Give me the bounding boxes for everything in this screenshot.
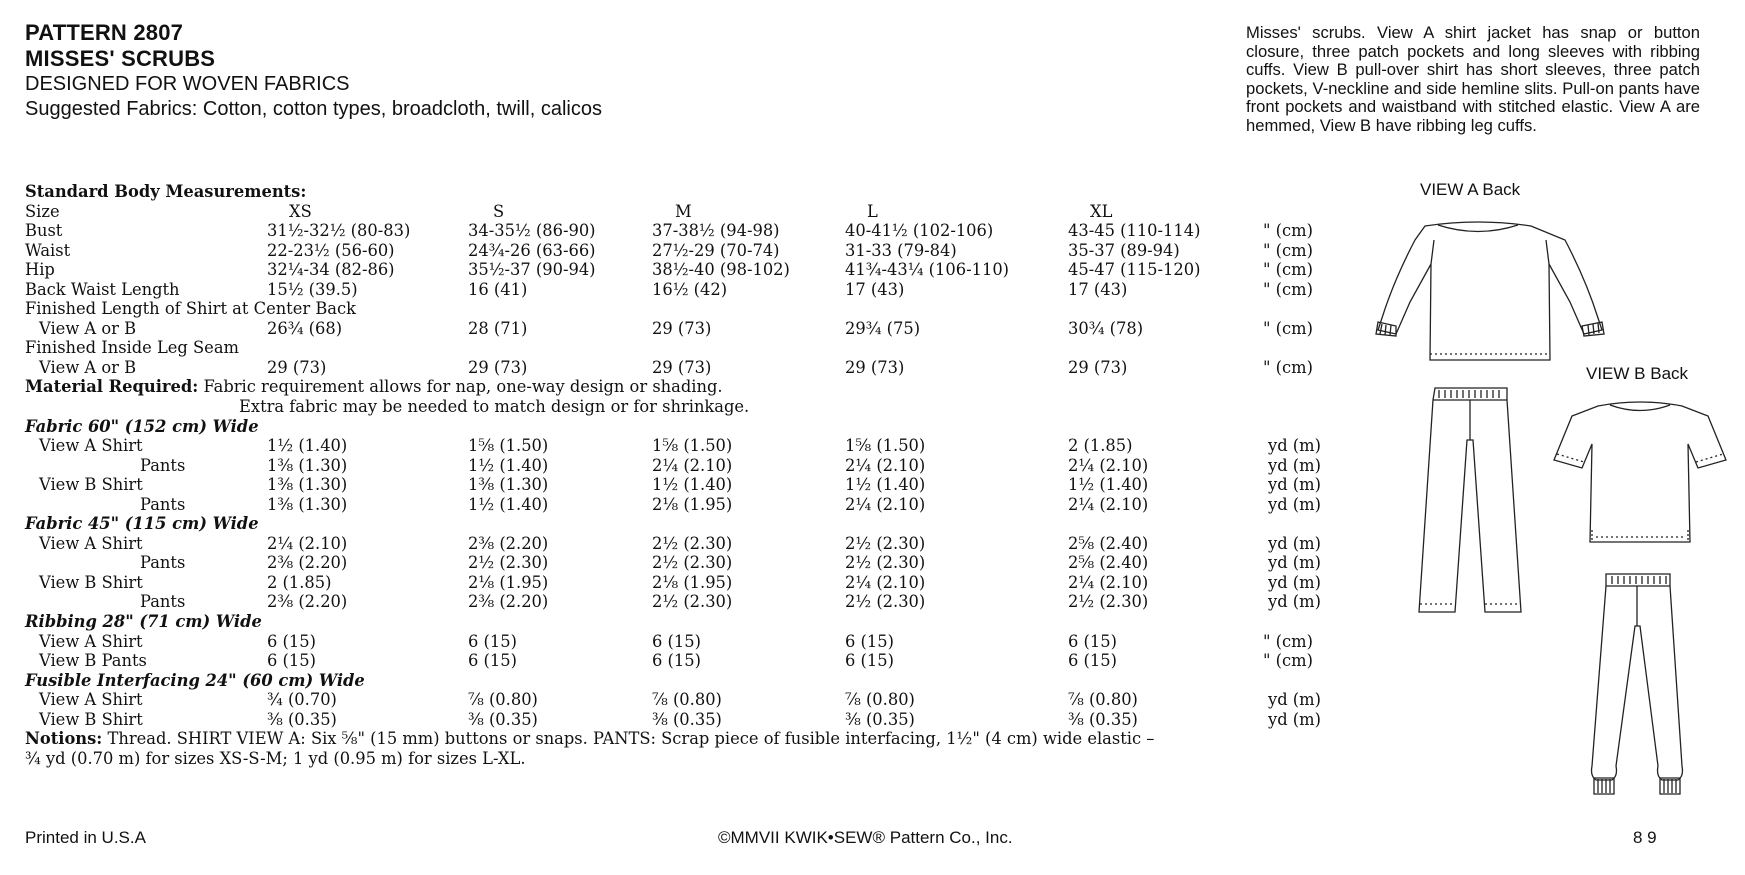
- value-l: 6 (15): [845, 651, 894, 671]
- size-xl: XL: [1090, 201, 1113, 221]
- value-s: 16 (41): [468, 279, 528, 299]
- material-required-row: [25, 377, 1365, 397]
- row-label: View B Shirt: [39, 572, 143, 592]
- view-b-left-sleeve-hem: [1557, 454, 1584, 462]
- size-l: L: [867, 201, 878, 221]
- table-row: [25, 534, 1365, 554]
- view-b-right-sleeve-hem: [1696, 454, 1723, 462]
- value-l: 2½ (2.30): [845, 553, 926, 573]
- value-s: ⅞ (0.80): [468, 690, 538, 710]
- value-l: ⅞ (0.80): [845, 690, 915, 710]
- unit: " (cm): [1263, 221, 1313, 241]
- row-label: View B Shirt: [39, 709, 143, 729]
- value-m: ⅜ (0.35): [652, 709, 722, 729]
- suggested-fabrics: Suggested Fabrics: Cotton, cotton types, broadcloth, twill, calicos: [25, 98, 602, 120]
- value-l: 40-41½ (102-106): [845, 221, 994, 241]
- value-xs: 31½-32½ (80-83): [267, 221, 411, 241]
- pattern-header: [25, 20, 602, 122]
- notions-text: Thread. SHIRT VIEW A: Six ⅝" (15 mm) buttons or snaps. PANTS: Scrap piece of fusible interfacing, 1½" (4 cm) wide elastic –: [107, 729, 1155, 749]
- value-xs: 1⅜ (1.30): [267, 494, 348, 514]
- cuff-rib: [1380, 324, 1382, 334]
- view-a-shirt-body: [1378, 222, 1602, 360]
- unit: yd (m): [1268, 592, 1321, 612]
- value-s: 24¾-26 (63-66): [468, 240, 596, 260]
- fabric-45-section-heading-row: [25, 514, 1365, 534]
- table-row: [25, 553, 1365, 573]
- value-m: 38½-40 (98-102): [652, 260, 790, 280]
- notions-row-2: [25, 749, 1365, 769]
- view-b-collar: [1610, 405, 1670, 411]
- value-m: 37-38½ (94-98): [652, 221, 780, 241]
- value-xs: 1⅜ (1.30): [267, 475, 348, 495]
- unit: yd (m): [1268, 533, 1321, 553]
- value-xs: 22-23½ (56-60): [267, 240, 395, 260]
- row-label: View A or B: [39, 357, 137, 377]
- fabric-60-section-heading-row: [25, 417, 1365, 437]
- view-a-pants-illustration: [1415, 380, 1525, 620]
- value-l: 2¼ (2.10): [845, 572, 926, 592]
- value-m: 6 (15): [652, 631, 701, 651]
- material-required-line: [25, 377, 723, 397]
- value-xl: 43-45 (110-114): [1068, 221, 1201, 241]
- unit: yd (m): [1268, 709, 1321, 729]
- unit: " (cm): [1263, 651, 1313, 671]
- notions-line: [25, 729, 1154, 749]
- view-b-shirt-body: [1554, 402, 1726, 542]
- row-label: View B Shirt: [39, 475, 143, 495]
- value-l: 2¼ (2.10): [845, 455, 926, 475]
- size-header-row: [25, 202, 1365, 222]
- value-xl: 2 (1.85): [1068, 436, 1133, 456]
- unit: yd (m): [1268, 553, 1321, 573]
- value-m: ⅞ (0.80): [652, 690, 722, 710]
- value-xs: 32¼-34 (82-86): [267, 260, 395, 280]
- leg-seam-heading-row: [25, 338, 1365, 358]
- shirt-length-heading: Finished Length of Shirt at Center Back: [25, 299, 356, 319]
- value-m: 29 (73): [652, 318, 712, 338]
- view-a-collar: [1438, 225, 1518, 232]
- value-s: 1½ (1.40): [468, 494, 549, 514]
- unit: yd (m): [1268, 475, 1321, 495]
- unit: yd (m): [1268, 455, 1321, 475]
- table-row: [25, 710, 1365, 730]
- unit: yd (m): [1268, 572, 1321, 592]
- value-s: 6 (15): [468, 651, 517, 671]
- value-xs: 1½ (1.40): [267, 436, 348, 456]
- value-xs: 1⅜ (1.30): [267, 455, 348, 475]
- size-s: S: [493, 201, 505, 221]
- value-m: 2½ (2.30): [652, 553, 733, 573]
- size-xs: XS: [289, 201, 312, 221]
- value-xs: 2⅜ (2.20): [267, 553, 348, 573]
- value-m: 16½ (42): [652, 279, 728, 299]
- row-label: View A Shirt: [39, 631, 143, 651]
- material-note-nap: Fabric requirement allows for nap, one-way design or shading.: [203, 377, 723, 397]
- value-xl: 2⅝ (2.40): [1068, 553, 1149, 573]
- value-m: 2¼ (2.10): [652, 455, 733, 475]
- value-l: 29 (73): [845, 357, 905, 377]
- value-s: 1⅝ (1.50): [468, 436, 549, 456]
- view-b-elastic-gathers: [1612, 576, 1666, 584]
- view-a-left-armhole: [1431, 240, 1434, 264]
- row-label: View B Pants: [39, 651, 147, 671]
- pattern-number: PATTERN 2807: [25, 20, 184, 45]
- value-l: ⅜ (0.35): [845, 709, 915, 729]
- value-xl: 17 (43): [1068, 279, 1128, 299]
- value-xs: 6 (15): [267, 651, 316, 671]
- unit: " (cm): [1263, 279, 1313, 299]
- value-s: 1½ (1.40): [468, 455, 549, 475]
- value-xl: 2¼ (2.10): [1068, 572, 1149, 592]
- value-xl: 2¼ (2.10): [1068, 455, 1149, 475]
- value-m: 29 (73): [652, 357, 712, 377]
- pattern-name: MISSES' SCRUBS: [25, 46, 216, 71]
- value-m: 1⅝ (1.50): [652, 436, 733, 456]
- table-row: [25, 456, 1365, 476]
- row-label: Waist: [25, 240, 71, 260]
- value-l: 6 (15): [845, 631, 894, 651]
- printed-in: Printed in U.S.A: [25, 828, 146, 847]
- unit: yd (m): [1268, 494, 1321, 514]
- value-xs: ¾ (0.70): [267, 690, 337, 710]
- value-xl: 29 (73): [1068, 357, 1128, 377]
- table-row: [25, 260, 1365, 280]
- value-l: 1⅝ (1.50): [845, 436, 926, 456]
- ribbing-section-heading-row: [25, 612, 1365, 632]
- row-label: View A Shirt: [39, 436, 143, 456]
- row-label: Bust: [25, 221, 63, 241]
- table-row: [25, 573, 1365, 593]
- unit: " (cm): [1263, 357, 1313, 377]
- measurements-table: [25, 182, 1365, 768]
- value-xs: 15½ (39.5): [267, 279, 358, 299]
- table-row: [25, 436, 1365, 456]
- leg-seam-heading: Finished Inside Leg Seam: [25, 338, 239, 358]
- row-label: View A Shirt: [39, 533, 143, 553]
- size-m: M: [675, 201, 692, 221]
- view-b-shirt-illustration: [1548, 392, 1728, 552]
- value-xs: 2⅜ (2.20): [267, 592, 348, 612]
- table-row: [25, 319, 1365, 339]
- measurements-heading-row: [25, 182, 1365, 202]
- value-l: 17 (43): [845, 279, 905, 299]
- value-s: 2⅜ (2.20): [468, 592, 549, 612]
- row-label: Pants: [140, 494, 186, 514]
- view-a-elastic-gathers: [1439, 390, 1499, 398]
- value-s: 2⅜ (2.20): [468, 533, 549, 553]
- value-m: 27½-29 (70-74): [652, 240, 780, 260]
- value-s: 2½ (2.30): [468, 553, 549, 573]
- value-l: 29¾ (75): [845, 318, 921, 338]
- table-row: [25, 632, 1365, 652]
- value-l: 2½ (2.30): [845, 592, 926, 612]
- unit: " (cm): [1263, 318, 1313, 338]
- row-label: Pants: [140, 455, 186, 475]
- value-xs: 26¾ (68): [267, 318, 343, 338]
- value-xl: 45-47 (115-120): [1068, 260, 1201, 280]
- view-b-right-cuff-ribs: [1664, 779, 1676, 793]
- view-b-back-label: VIEW B Back: [1586, 364, 1689, 383]
- table-row: [25, 221, 1365, 241]
- fabric-60-section-heading: Fabric 60" (152 cm) Wide: [25, 416, 259, 436]
- value-xs: 2¼ (2.10): [267, 533, 348, 553]
- table-row: [25, 495, 1365, 515]
- value-m: 1½ (1.40): [652, 475, 733, 495]
- table-row: [25, 651, 1365, 671]
- notions-label: Notions:: [25, 729, 103, 749]
- shirt-length-heading-row: [25, 299, 1365, 319]
- table-row: [25, 592, 1365, 612]
- value-l: 31-33 (79-84): [845, 240, 957, 260]
- value-s: 6 (15): [468, 631, 517, 651]
- interfacing-section-heading: Fusible Interfacing 24" (60 cm) Wide: [25, 670, 365, 690]
- value-xl: ⅜ (0.35): [1068, 709, 1138, 729]
- row-label: Back Waist Length: [25, 279, 180, 299]
- notions-row: [25, 729, 1365, 749]
- ribbing-section-heading: Ribbing 28" (71 cm) Wide: [25, 612, 262, 632]
- value-xl: 1½ (1.40): [1068, 475, 1149, 495]
- view-a-back-label: VIEW A Back: [1420, 180, 1521, 199]
- material-note-row: [25, 397, 1365, 417]
- value-xl: 6 (15): [1068, 631, 1117, 651]
- table-row: [25, 280, 1365, 300]
- row-label: Pants: [140, 553, 186, 573]
- page-number: 8 9: [1633, 828, 1657, 847]
- value-xl: 2¼ (2.10): [1068, 494, 1149, 514]
- value-xl: 2⅝ (2.40): [1068, 533, 1149, 553]
- interfacing-section-heading-row: [25, 671, 1365, 691]
- value-l: 2½ (2.30): [845, 533, 926, 553]
- row-label: Hip: [25, 260, 55, 280]
- value-l: 1½ (1.40): [845, 475, 926, 495]
- unit: " (cm): [1263, 240, 1313, 260]
- unit: yd (m): [1268, 690, 1321, 710]
- value-m: 2½ (2.30): [652, 592, 733, 612]
- cuff-rib: [1385, 325, 1386, 335]
- notions-text-2: ¾ yd (0.70 m) for sizes XS-S-M; 1 yd (0.95 m) for sizes L-XL.: [25, 748, 526, 768]
- unit: " (cm): [1263, 260, 1313, 280]
- material-required-label: Material Required:: [25, 377, 199, 397]
- table-row: [25, 475, 1365, 495]
- value-s: 34-35½ (86-90): [468, 221, 596, 241]
- value-xl: ⅞ (0.80): [1068, 690, 1138, 710]
- view-a-shirt-illustration: [1350, 210, 1610, 370]
- value-s: 1⅜ (1.30): [468, 475, 549, 495]
- view-b-left-cuff-ribs: [1598, 779, 1610, 793]
- measurements-heading: Standard Body Measurements:: [25, 182, 307, 201]
- value-s: 29 (73): [468, 357, 528, 377]
- unit: " (cm): [1263, 631, 1313, 651]
- value-l: 41¾-43¼ (106-110): [845, 260, 1010, 280]
- table-row: [25, 358, 1365, 378]
- body-measurement-rows: [25, 221, 1365, 299]
- value-s: ⅜ (0.35): [468, 709, 538, 729]
- value-xs: 6 (15): [267, 631, 316, 651]
- value-m: 2½ (2.30): [652, 533, 733, 553]
- value-s: 28 (71): [468, 318, 528, 338]
- value-xl: 6 (15): [1068, 651, 1117, 671]
- row-label: View A Shirt: [39, 690, 143, 710]
- value-xs: ⅜ (0.35): [267, 709, 337, 729]
- size-label: Size: [25, 201, 60, 221]
- value-l: 2¼ (2.10): [845, 494, 926, 514]
- value-m: 2⅛ (1.95): [652, 572, 733, 592]
- copyright: ©MMVII KWIK•SEW® Pattern Co., Inc.: [718, 828, 1013, 847]
- designed-for: DESIGNED FOR WOVEN FABRICS: [25, 73, 350, 95]
- material-sections: [25, 417, 1365, 730]
- value-s: 2⅛ (1.95): [468, 572, 549, 592]
- value-xs: 2 (1.85): [267, 572, 332, 592]
- material-note-extra: Extra fabric may be needed to match design or for shrinkage.: [239, 397, 750, 417]
- value-xl: 35-37 (89-94): [1068, 240, 1180, 260]
- view-b-pants-illustration: [1580, 566, 1690, 806]
- value-s: 35½-37 (90-94): [468, 260, 596, 280]
- value-m: 2⅛ (1.95): [652, 494, 733, 514]
- row-label: View A or B: [39, 318, 137, 338]
- fabric-45-section-heading: Fabric 45" (115 cm) Wide: [25, 514, 259, 534]
- table-row: [25, 241, 1365, 261]
- value-m: 6 (15): [652, 651, 701, 671]
- table-row: [25, 690, 1365, 710]
- pattern-description: Misses' scrubs. View A shirt jacket has snap or button closure, three patch pockets and long sleeves with ribbing cuffs. View B pull-over shirt has short sleeves, three patch pockets, V-neckline and side hemline slits. Pull-on pants have front pockets and waistband with stitched elastic. View A are hemmed, View B have ribbing leg cuffs.: [1246, 23, 1700, 135]
- unit: yd (m): [1268, 436, 1321, 456]
- value-xl: 30¾ (78): [1068, 318, 1144, 338]
- value-xl: 2½ (2.30): [1068, 592, 1149, 612]
- value-xs: 29 (73): [267, 357, 327, 377]
- row-label: Pants: [140, 592, 186, 612]
- view-a-right-armhole: [1546, 240, 1549, 264]
